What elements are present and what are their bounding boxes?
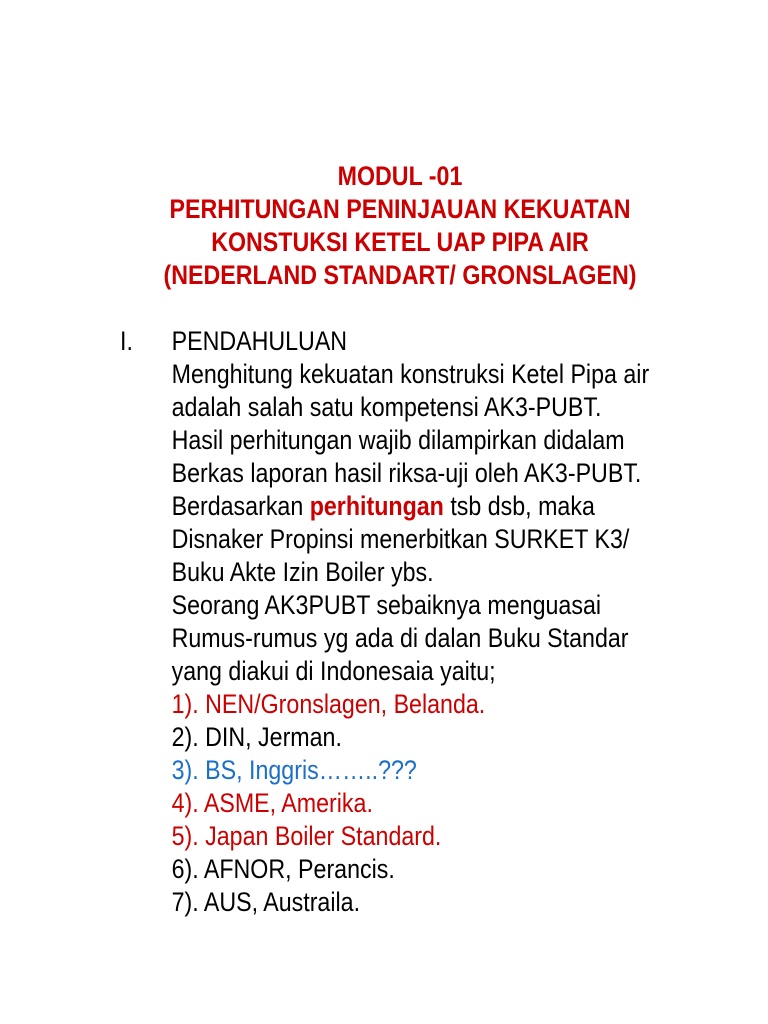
standards-list bbox=[172, 688, 740, 919]
paragraph-line: Berkas laporan hasil riksa-uji oleh AK3-PUBT. bbox=[171, 458, 642, 488]
standard-item: 2). DIN, Jerman. bbox=[171, 722, 342, 752]
standard-item: 6). AFNOR, Perancis. bbox=[171, 854, 395, 884]
standard-item: 1). NEN/Gronslagen, Belanda. bbox=[171, 689, 486, 719]
standard-item: 4). ASME, Amerika. bbox=[171, 788, 373, 818]
document-title bbox=[56, 160, 744, 292]
title-line-main: PERHITUNGAN PENINJAUAN KEKUATAN bbox=[169, 194, 631, 224]
emph-before: Berdasarkan bbox=[171, 491, 310, 521]
paragraph-line: adalah salah satu kompetensi AK3-PUBT. bbox=[171, 392, 602, 422]
paragraph-line: Disnaker Propinsi menerbitkan SURKET K3/ bbox=[171, 524, 630, 554]
emph-after: tsb dsb, maka bbox=[443, 491, 595, 521]
section-introduction bbox=[120, 325, 739, 919]
paragraph-line-emphasis bbox=[172, 490, 740, 523]
paragraph-line: Hasil perhitungan wajib dilampirkan didalam bbox=[171, 425, 625, 455]
section-body bbox=[172, 325, 740, 919]
paragraph-line: Rumus-rumus yg ada di dalan Buku Standar bbox=[171, 623, 629, 653]
emphasized-word: perhitungan bbox=[309, 491, 444, 521]
standard-item: 5). Japan Boiler Standard. bbox=[171, 821, 442, 851]
section-number: I. bbox=[120, 326, 133, 356]
paragraph-line: Menghitung kekuatan konstruksi Ketel Pipa air bbox=[171, 359, 650, 389]
standard-item: 7). AUS, Austraila. bbox=[171, 887, 361, 917]
paragraph-line: yang diakui di Indonesaia yaitu; bbox=[171, 656, 496, 686]
paragraph-line: Buku Akte Izin Boiler ybs. bbox=[171, 557, 434, 587]
title-line-module: MODUL -01 bbox=[337, 161, 463, 191]
paragraph-line: Seorang AK3PUBT sebaiknya menguasai bbox=[171, 590, 602, 620]
title-line-standard: (NEDERLAND STANDART/ GRONSLAGEN) bbox=[163, 260, 637, 290]
section-heading: PENDAHULUAN bbox=[171, 326, 348, 356]
standard-item: 3). BS, Inggris……..??? bbox=[171, 755, 417, 785]
title-line-subject: KONSTUKSI KETEL UAP PIPA AIR bbox=[211, 227, 589, 257]
